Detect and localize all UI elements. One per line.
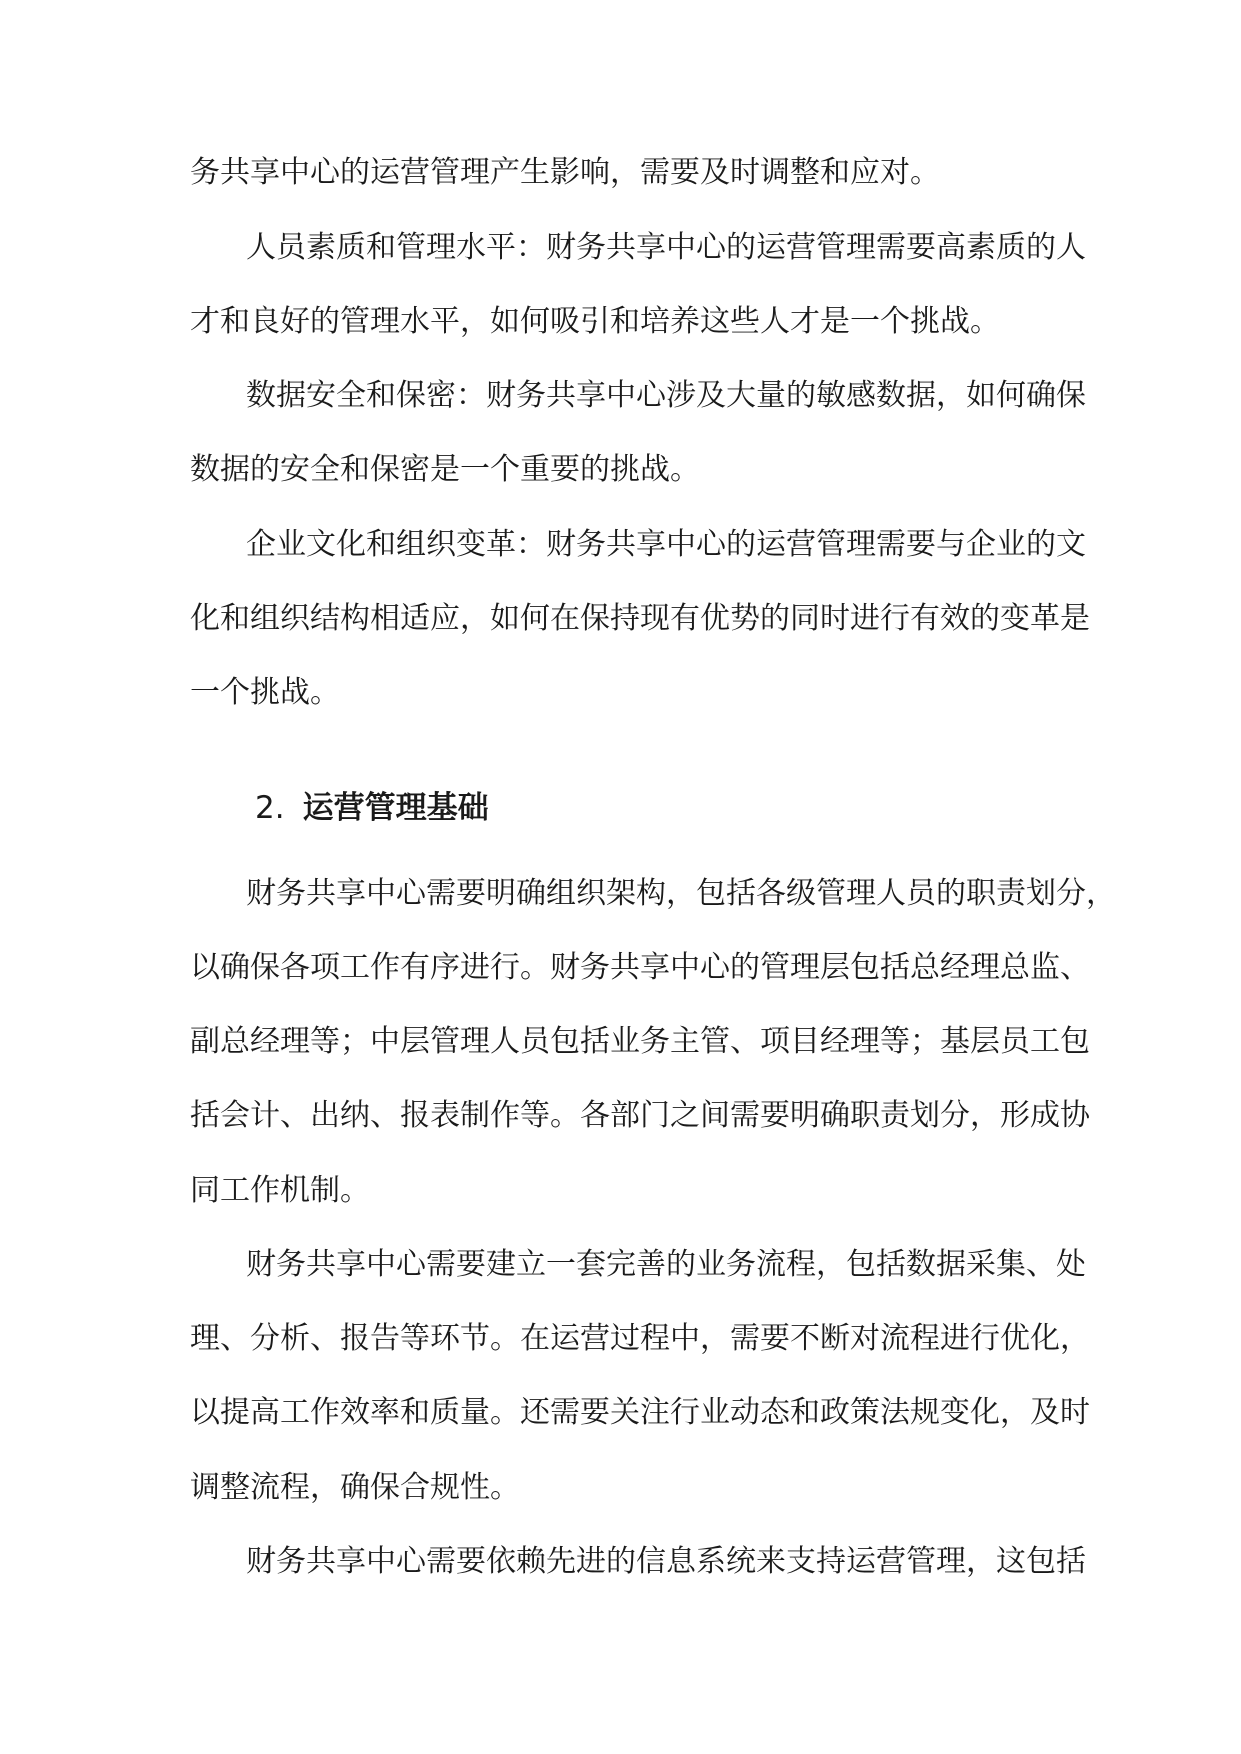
paragraph-line: 财务共享中心需要明确组织架构，包括各级管理人员的职责划分，: [246, 876, 1116, 911]
paragraph-line: 调整流程，确保合规性。: [190, 1470, 520, 1505]
paragraph-line: 以确保各项工作有序进行。财务共享中心的管理层包括总经理总监、: [190, 950, 1090, 985]
paragraph-line: 化和组织结构相适应，如何在保持现有优势的同时进行有效的变革是: [190, 601, 1090, 636]
paragraph-line: 企业文化和组织变革：财务共享中心的运营管理需要与企业的文: [246, 527, 1086, 562]
paragraph-line: 数据安全和保密：财务共享中心涉及大量的敏感数据，如何确保: [246, 378, 1086, 413]
paragraph-line: 财务共享中心需要建立一套完善的业务流程，包括数据采集、处: [246, 1247, 1086, 1282]
section-number: 2.: [255, 790, 285, 826]
paragraph-line: 括会计、出纳、报表制作等。各部门之间需要明确职责划分，形成协: [190, 1098, 1090, 1133]
paragraph-line: 以提高工作效率和质量。还需要关注行业动态和政策法规变化，及时: [190, 1395, 1090, 1430]
paragraph-line: 理、分析、报告等环节。在运营过程中，需要不断对流程进行优化，: [190, 1321, 1090, 1356]
paragraph-line: 才和良好的管理水平，如何吸引和培养这些人才是一个挑战。: [190, 304, 1000, 339]
paragraph-line: 务共享中心的运营管理产生影响，需要及时调整和应对。: [190, 155, 940, 190]
paragraph-line: 财务共享中心需要依赖先进的信息系统来支持运营管理，这包括: [246, 1544, 1086, 1579]
paragraph-line: 人员素质和管理水平：财务共享中心的运营管理需要高素质的人: [246, 230, 1086, 265]
section-heading: [255, 786, 489, 830]
paragraph-line: 副总经理等；中层管理人员包括业务主管、项目经理等；基层员工包: [190, 1024, 1090, 1059]
paragraph-line: 一个挑战。: [190, 675, 340, 710]
section-title: 运营管理基础: [302, 790, 489, 826]
paragraph-line: 数据的安全和保密是一个重要的挑战。: [190, 452, 700, 487]
paragraph-line: 同工作机制。: [190, 1173, 370, 1208]
